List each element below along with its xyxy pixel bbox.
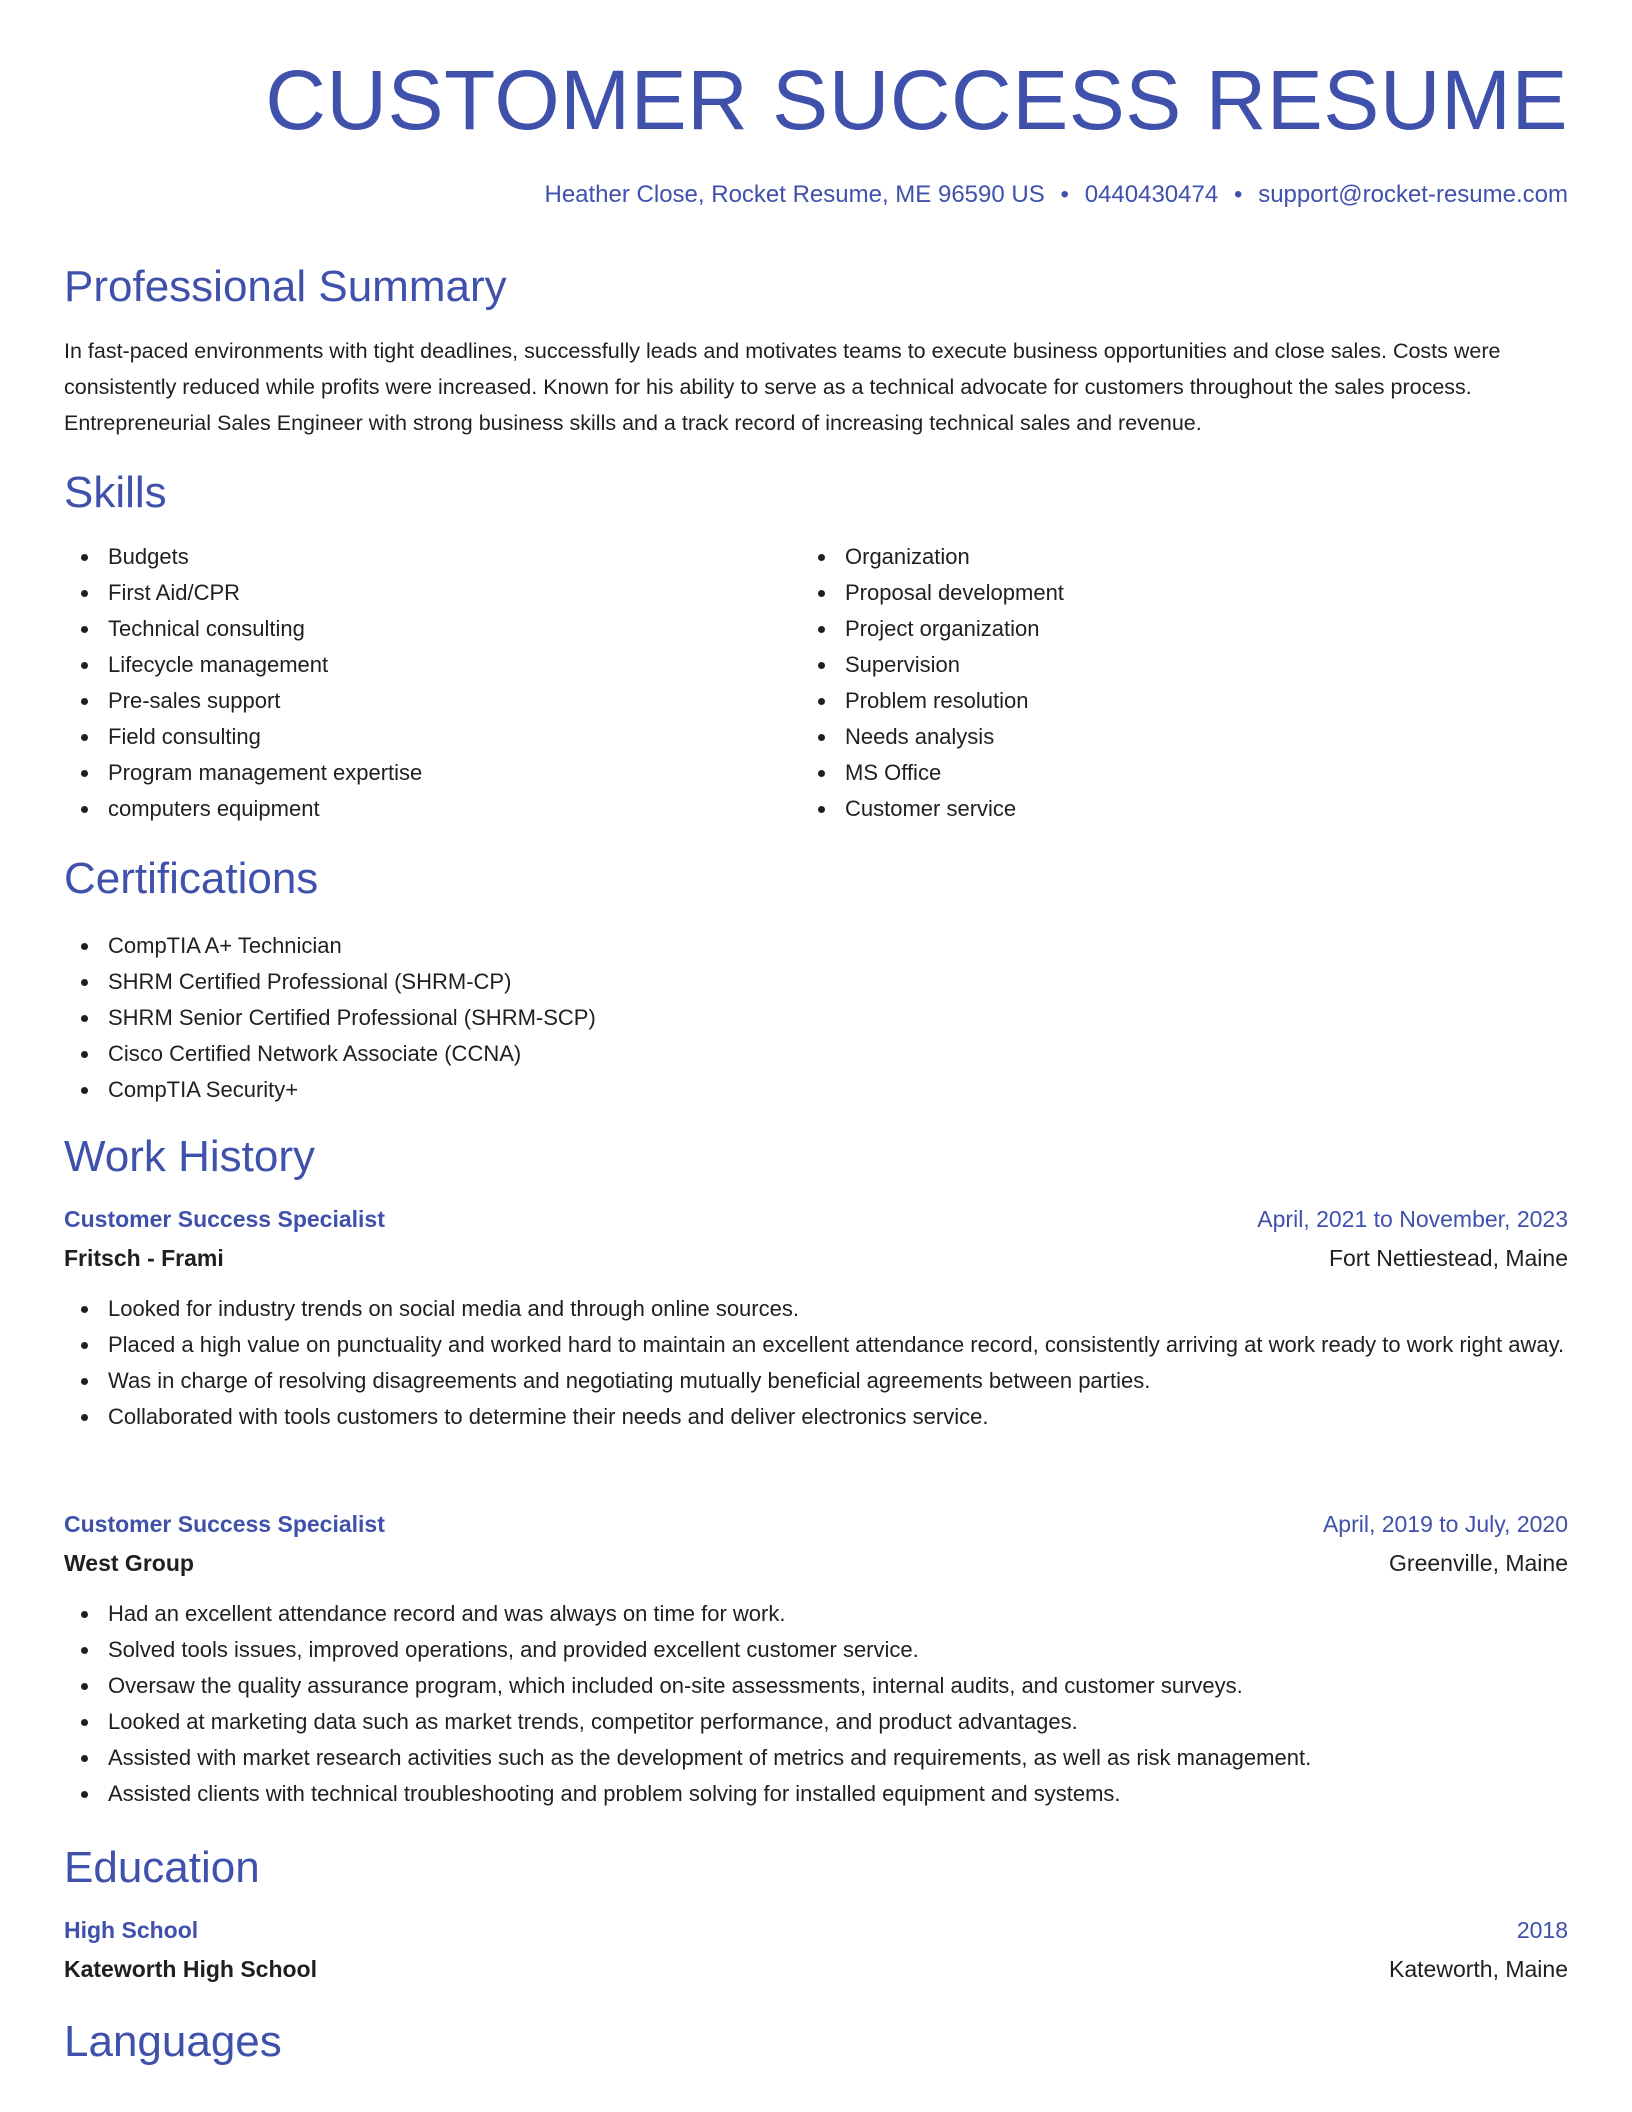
skills-heading: Skills [64, 468, 167, 517]
education-heading: Education [64, 1843, 260, 1892]
education-degree: High School [64, 1917, 199, 1943]
education-location: Kateworth, Maine [1389, 1956, 1568, 1982]
job-company-row [64, 1544, 1568, 1582]
job-bullets [64, 1596, 1568, 1812]
contact-phone: 0440430474 [1084, 181, 1219, 208]
education-header-row [64, 1910, 1568, 1950]
job-bullet: Placed a high value on punctuality and worked hard to maintain an excellent attendance record, consistently arriving at work ready to work right away. [64, 1327, 1568, 1363]
resume-title: CUSTOMER SUCCESS RESUME [265, 53, 1568, 147]
certification-item: SHRM Senior Certified Professional (SHRM-SCP) [64, 1000, 596, 1036]
summary-heading: Professional Summary [64, 262, 507, 311]
job-location: Fort Nettiestead, Maine [1328, 1245, 1568, 1271]
job-title: Customer Success Specialist [64, 1206, 385, 1232]
skill-item: Customer service [801, 791, 1064, 827]
education-school-row [64, 1950, 1568, 1988]
job-dates: April, 2019 to July, 2020 [1322, 1511, 1568, 1537]
skill-item: Field consulting [64, 719, 422, 755]
skill-item: Proposal development [801, 575, 1064, 611]
certifications-heading: Certifications [64, 854, 319, 903]
job-company: West Group [64, 1550, 194, 1576]
job-title: Customer Success Specialist [64, 1511, 385, 1537]
certification-item: SHRM Certified Professional (SHRM-CP) [64, 964, 596, 1000]
separator-dot: • [1234, 181, 1243, 208]
summary-text: In fast-paced environments with tight deadlines, successfully leads and motivates teams to execute business opportunities and close sales. Costs were consistently reduced while profits were increased. Known for his ability to serve as a technical advocate for customers throughout the sales process. Entrepreneurial Sales Engineer with strong business skills and a track record of increasing technical sales and revenue. [64, 339, 1501, 435]
contact-address: Heather Close, Rocket Resume, ME 96590 US [544, 181, 1045, 208]
job-bullet: Solved tools issues, improved operations, and provided excellent customer service. [64, 1632, 1568, 1668]
certification-item: CompTIA Security+ [64, 1072, 596, 1108]
job-bullet: Looked for industry trends on social media and through online sources. [64, 1291, 1568, 1327]
job-bullet: Had an excellent attendance record and was always on time for work. [64, 1596, 1568, 1632]
skill-item: computers equipment [64, 791, 422, 827]
education-school: Kateworth High School [64, 1956, 317, 1982]
job-bullets [64, 1291, 1568, 1435]
skill-item: Needs analysis [801, 719, 1064, 755]
job-company-row [64, 1239, 1568, 1277]
contact-email[interactable]: support@rocket-resume.com [1258, 181, 1568, 208]
job-dates: April, 2021 to November, 2023 [1257, 1206, 1568, 1232]
job-header-row [64, 1504, 1568, 1544]
job-bullet: Was in charge of resolving disagreements and negotiating mutually beneficial agreements between parties. [64, 1363, 1568, 1399]
skill-item: Problem resolution [801, 683, 1064, 719]
certification-item: Cisco Certified Network Associate (CCNA) [64, 1036, 596, 1072]
education-year: 2018 [1516, 1917, 1568, 1943]
job-bullet: Assisted clients with technical troubleshooting and problem solving for installed equipment and systems. [64, 1776, 1568, 1812]
skills-list-left [64, 539, 422, 827]
skill-item: Program management expertise [64, 755, 422, 791]
certification-item: CompTIA A+ Technician [64, 928, 596, 964]
skill-item: Lifecycle management [64, 647, 422, 683]
job-entry [64, 1199, 1568, 1435]
languages-heading: Languages [64, 2017, 282, 2066]
contact-line [544, 180, 1568, 210]
skills-list-right [801, 539, 1064, 827]
job-company: Fritsch - Frami [64, 1245, 224, 1271]
job-entry [64, 1504, 1568, 1812]
job-bullet: Collaborated with tools customers to determine their needs and deliver electronics service. [64, 1399, 1568, 1435]
skill-item: Supervision [801, 647, 1064, 683]
skill-item: Organization [801, 539, 1064, 575]
education-entry [64, 1910, 1568, 1988]
separator-dot: • [1060, 181, 1069, 208]
skill-item: Technical consulting [64, 611, 422, 647]
job-bullet: Oversaw the quality assurance program, which included on-site assessments, internal audits, and customer surveys. [64, 1668, 1568, 1704]
work-history-heading: Work History [64, 1132, 315, 1181]
skill-item: Budgets [64, 539, 422, 575]
job-location: Greenville, Maine [1389, 1550, 1568, 1576]
job-bullet: Assisted with market research activities such as the development of metrics and requirements, as well as risk management. [64, 1740, 1568, 1776]
skill-item: Project organization [801, 611, 1064, 647]
skill-item: Pre-sales support [64, 683, 422, 719]
job-header-row [64, 1199, 1568, 1239]
skill-item: First Aid/CPR [64, 575, 422, 611]
job-bullet: Looked at marketing data such as market trends, competitor performance, and product advantages. [64, 1704, 1568, 1740]
certifications-list [64, 928, 596, 1108]
skill-item: MS Office [801, 755, 1064, 791]
